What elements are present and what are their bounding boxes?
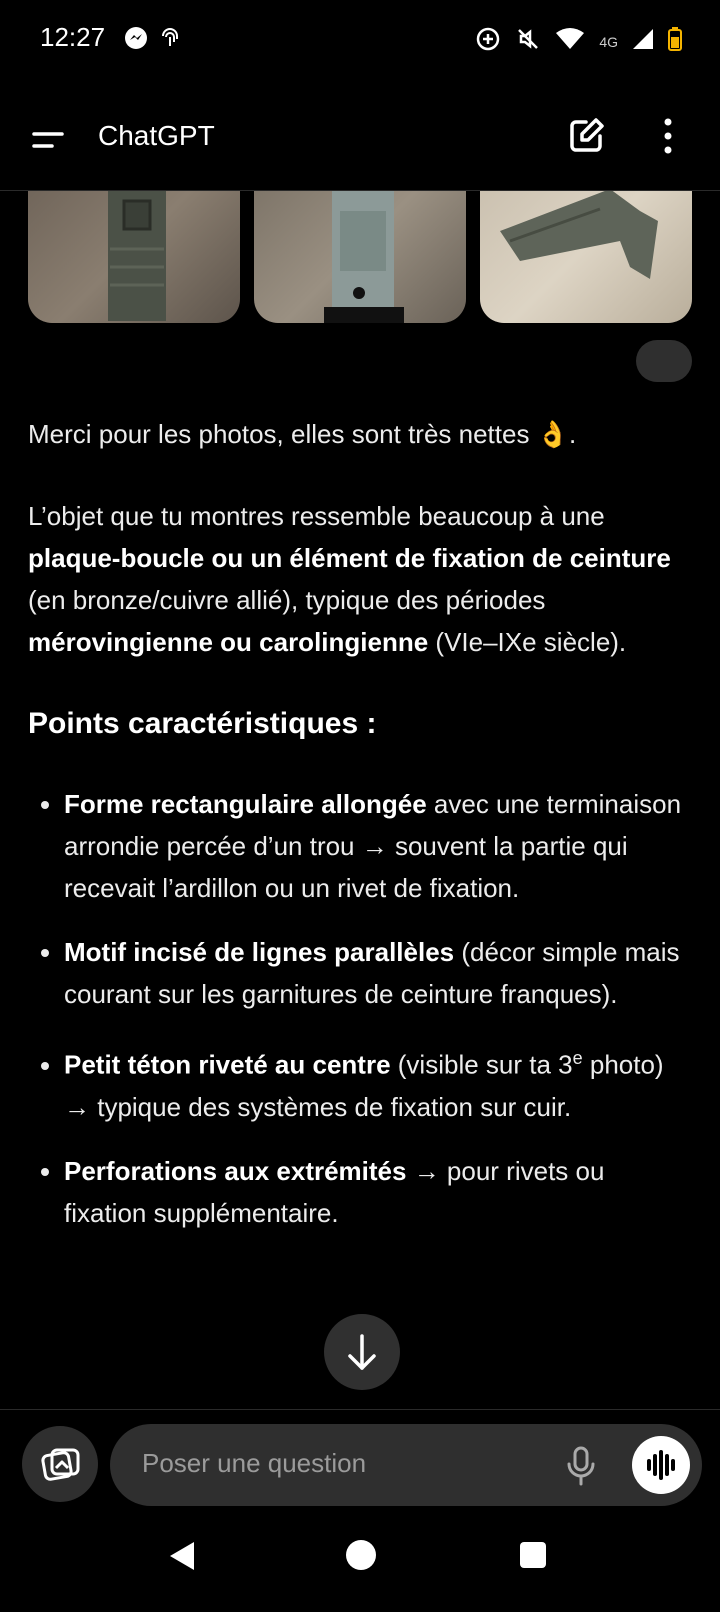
voice-mode-button[interactable] [632, 1436, 690, 1494]
text-span: avec une terminaison arrondie percée d’un trou → souvent la partie qui recevait l’ardillon ou un rivet de fixation. [64, 789, 682, 903]
points-list [28, 783, 688, 1234]
app-title: ChatGPT [98, 120, 215, 151]
message-actions-pill[interactable] [636, 340, 692, 382]
status-bar [0, 0, 720, 80]
photo-thumbnail-1[interactable] [28, 191, 240, 323]
app-bar [0, 90, 720, 190]
back-icon[interactable] [170, 1542, 196, 1575]
messenger-icon [124, 26, 148, 55]
battery-icon [668, 27, 682, 56]
list-item [64, 931, 688, 1015]
composer-bar [0, 1409, 720, 1520]
text-span: → pour rivets ou fixation supplémentaire. [64, 1155, 605, 1228]
data-saver-icon [475, 26, 501, 57]
text-span: (visible sur ta 3 [390, 1049, 573, 1080]
bold-span: mérovingienne ou carolingienne [28, 627, 429, 657]
text-span: photo) → typique des systèmes de fixation sur cuir. [64, 1049, 664, 1122]
arrow-down-icon [324, 1314, 400, 1390]
bold-span: plaque-boucle ou un élément de fixation de ceinture [28, 543, 671, 573]
attach-image-button[interactable] [22, 1426, 98, 1502]
microphone-icon[interactable] [564, 1444, 598, 1488]
waveform-icon [632, 1436, 690, 1494]
scroll-down-button[interactable] [324, 1314, 400, 1390]
photo-thumbnail-3[interactable] [480, 191, 692, 323]
bold-span: Motif incisé de lignes parallèles [64, 937, 455, 967]
text-span: (VIe–IXe siècle). [428, 627, 627, 657]
text-span: (en bronze/cuivre allié), typique des périodes [28, 585, 546, 615]
chat-content[interactable] [0, 191, 720, 1409]
network-label: 4G [599, 33, 618, 50]
wifi-icon [555, 27, 585, 56]
fingerprint-icon [158, 26, 182, 55]
list-item [64, 1037, 688, 1128]
image-stack-icon [22, 1426, 98, 1502]
system-nav-bar [0, 1520, 720, 1612]
text-span: L’objet que tu montres ressemble beaucoup à une [28, 501, 605, 531]
bold-span: Petit téton riveté au centre [64, 1049, 391, 1080]
message-paragraph [28, 495, 688, 663]
status-time: 12:27 [40, 22, 106, 52]
message-intro: Merci pour les photos, elles sont très nettes 👌. [28, 419, 577, 449]
photo-thumbnail-2[interactable] [254, 191, 466, 323]
recents-icon[interactable] [520, 1542, 546, 1568]
question-input[interactable] [110, 1424, 702, 1506]
input-placeholder: Poser une question [142, 1448, 367, 1478]
home-icon[interactable] [346, 1540, 376, 1570]
bold-span: Forme rectangulaire allongée [64, 789, 427, 819]
text-span: (décor simple mais courant sur les garnitures de ceinture franques). [64, 937, 680, 1009]
mute-icon [515, 26, 541, 57]
new-chat-icon[interactable] [566, 114, 606, 158]
menu-icon[interactable] [28, 120, 68, 160]
list-item [64, 1150, 688, 1234]
superscript: e [572, 1048, 583, 1068]
more-icon[interactable] [656, 114, 680, 158]
bold-span: Perforations aux extrémités [64, 1155, 407, 1186]
assistant-message [28, 413, 688, 1256]
signal-icon [632, 28, 654, 55]
message-heading: Points caractéristiques : [28, 707, 377, 740]
list-item [64, 783, 688, 909]
